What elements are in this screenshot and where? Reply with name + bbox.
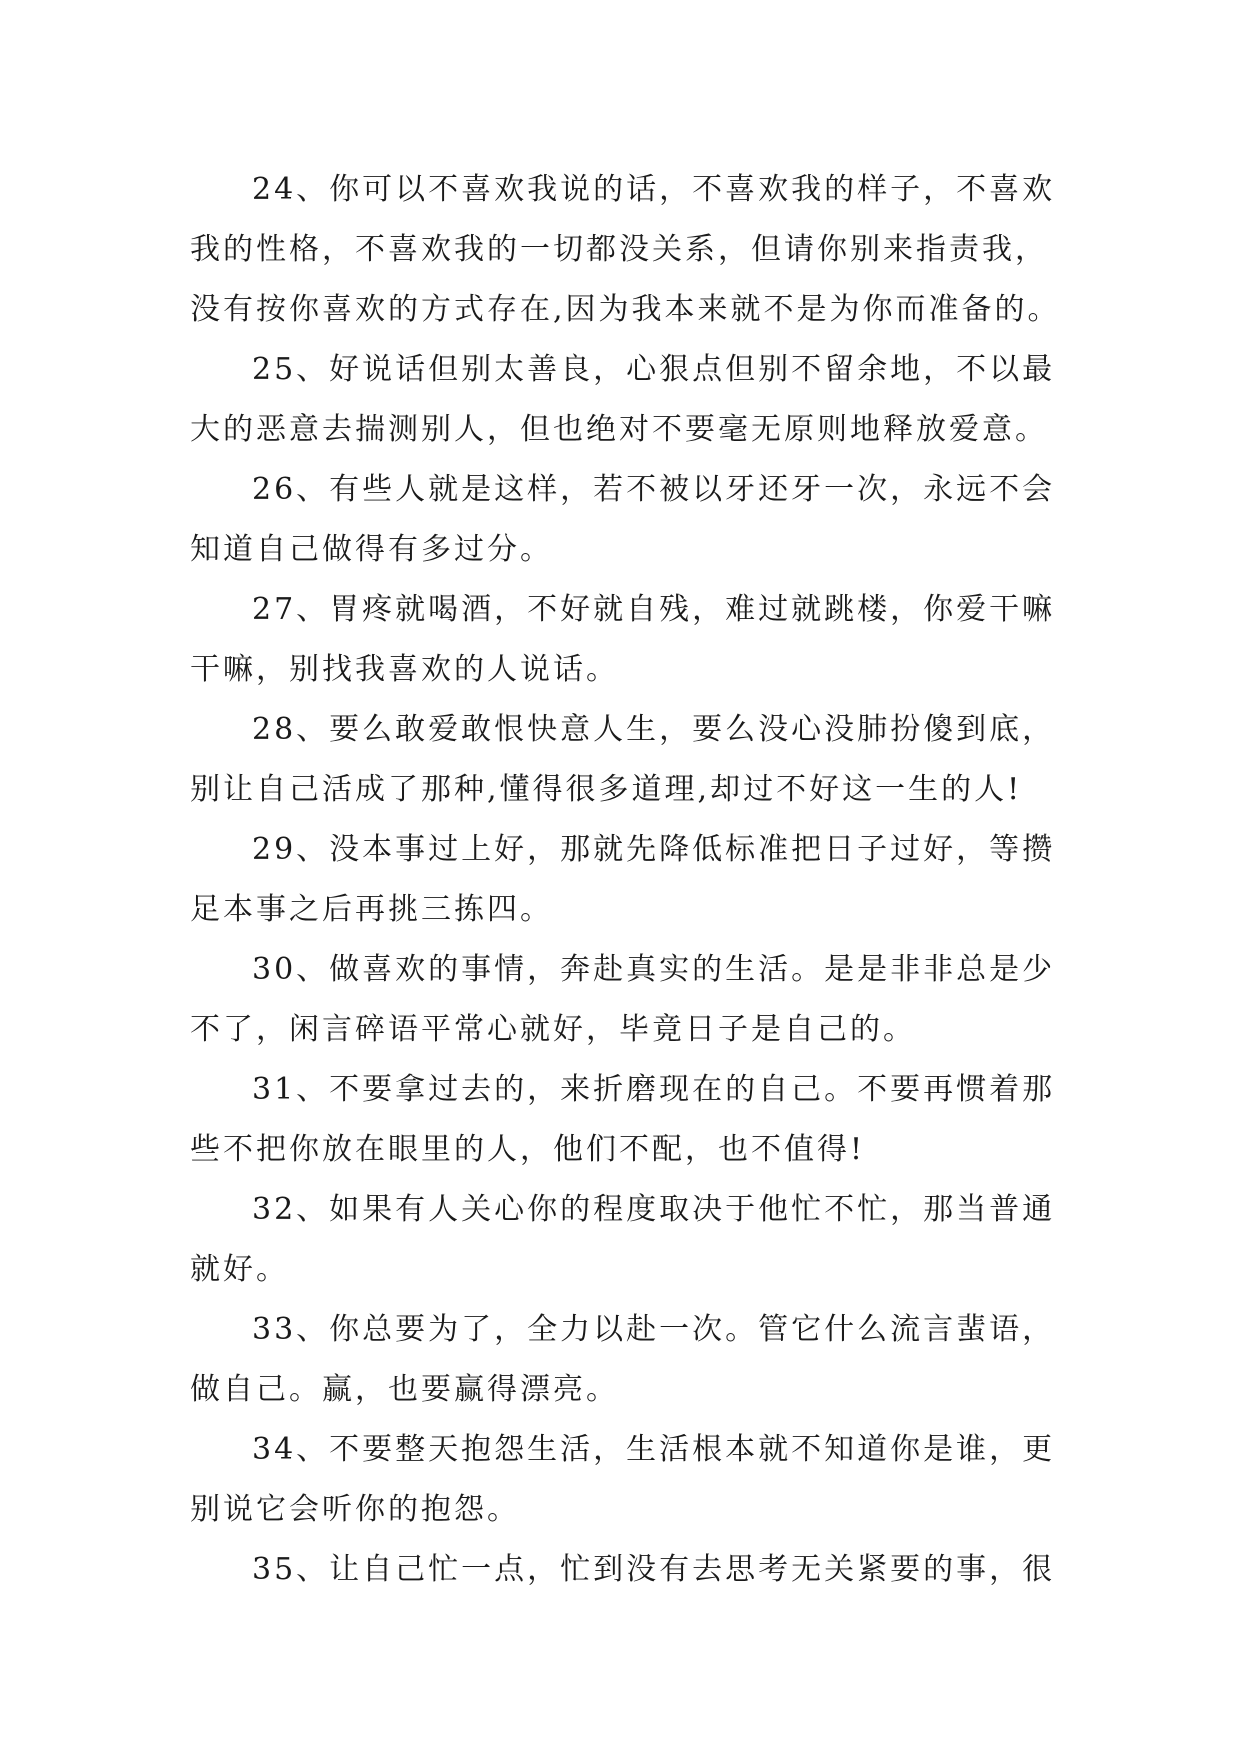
- paragraph-line: 足本事之后再挑三拣四。: [190, 892, 553, 927]
- paragraph-32: [190, 1180, 1090, 1300]
- document-body: [190, 160, 1090, 1600]
- paragraph-line: 24、你可以不喜欢我说的话，不喜欢我的样子，不喜欢: [252, 172, 1056, 207]
- paragraph-line: 30、做喜欢的事情，奔赴真实的生活。是是非非总是少: [252, 952, 1056, 987]
- paragraph-line: 25、好说话但别太善良，心狠点但别不留余地，不以最: [252, 352, 1056, 387]
- paragraph-line: 29、没本事过上好，那就先降低标准把日子过好，等攒: [252, 832, 1056, 867]
- paragraph-line: 没有按你喜欢的方式存在,因为我本来就不是为你而准备的。: [190, 292, 1061, 327]
- paragraph-line: 34、不要整天抱怨生活，生活根本就不知道你是谁，更: [252, 1432, 1056, 1467]
- paragraph-line: 不了，闲言碎语平常心就好，毕竟日子是自己的。: [190, 1012, 916, 1047]
- paragraph-34: [190, 1420, 1090, 1540]
- paragraph-line: 些不把你放在眼里的人，他们不配，也不值得!: [190, 1132, 866, 1167]
- paragraph-line: 做自己。赢，也要赢得漂亮。: [190, 1372, 619, 1407]
- paragraph-line: 就好。: [190, 1252, 289, 1287]
- paragraph-line: 别说它会听你的抱怨。: [190, 1492, 520, 1527]
- paragraph-line: 28、要么敢爱敢恨快意人生，要么没心没肺扮傻到底，: [252, 712, 1056, 747]
- paragraph-line: 35、让自己忙一点，忙到没有去思考无关紧要的事，很: [252, 1552, 1056, 1587]
- paragraph-24: [190, 160, 1090, 340]
- paragraph-line: 33、你总要为了，全力以赴一次。管它什么流言蜚语，: [252, 1312, 1056, 1347]
- paragraph-31: [190, 1060, 1090, 1180]
- paragraph-line: 别让自己活成了那种,懂得很多道理,却过不好这一生的人!: [190, 772, 1023, 807]
- paragraph-28: [190, 700, 1090, 820]
- paragraph-line: 我的性格，不喜欢我的一切都没关系，但请你别来指责我，: [190, 232, 1048, 267]
- paragraph-line: 知道自己做得有多过分。: [190, 532, 553, 567]
- paragraph-35: [190, 1540, 1090, 1600]
- paragraph-26: [190, 460, 1090, 580]
- paragraph-line: 32、如果有人关心你的程度取决于他忙不忙，那当普通: [252, 1192, 1056, 1227]
- paragraph-line: 干嘛，别找我喜欢的人说话。: [190, 652, 619, 687]
- paragraph-30: [190, 940, 1090, 1060]
- paragraph-29: [190, 820, 1090, 940]
- paragraph-line: 大的恶意去揣测别人，但也绝对不要毫无原则地释放爱意。: [190, 412, 1048, 447]
- paragraph-27: [190, 580, 1090, 700]
- paragraph-25: [190, 340, 1090, 460]
- paragraph-33: [190, 1300, 1090, 1420]
- paragraph-line: 26、有些人就是这样，若不被以牙还牙一次，永远不会: [252, 472, 1056, 507]
- paragraph-line: 27、胃疼就喝酒，不好就自残，难过就跳楼，你爱干嘛: [252, 592, 1056, 627]
- paragraph-line: 31、不要拿过去的，来折磨现在的自己。不要再惯着那: [252, 1072, 1056, 1107]
